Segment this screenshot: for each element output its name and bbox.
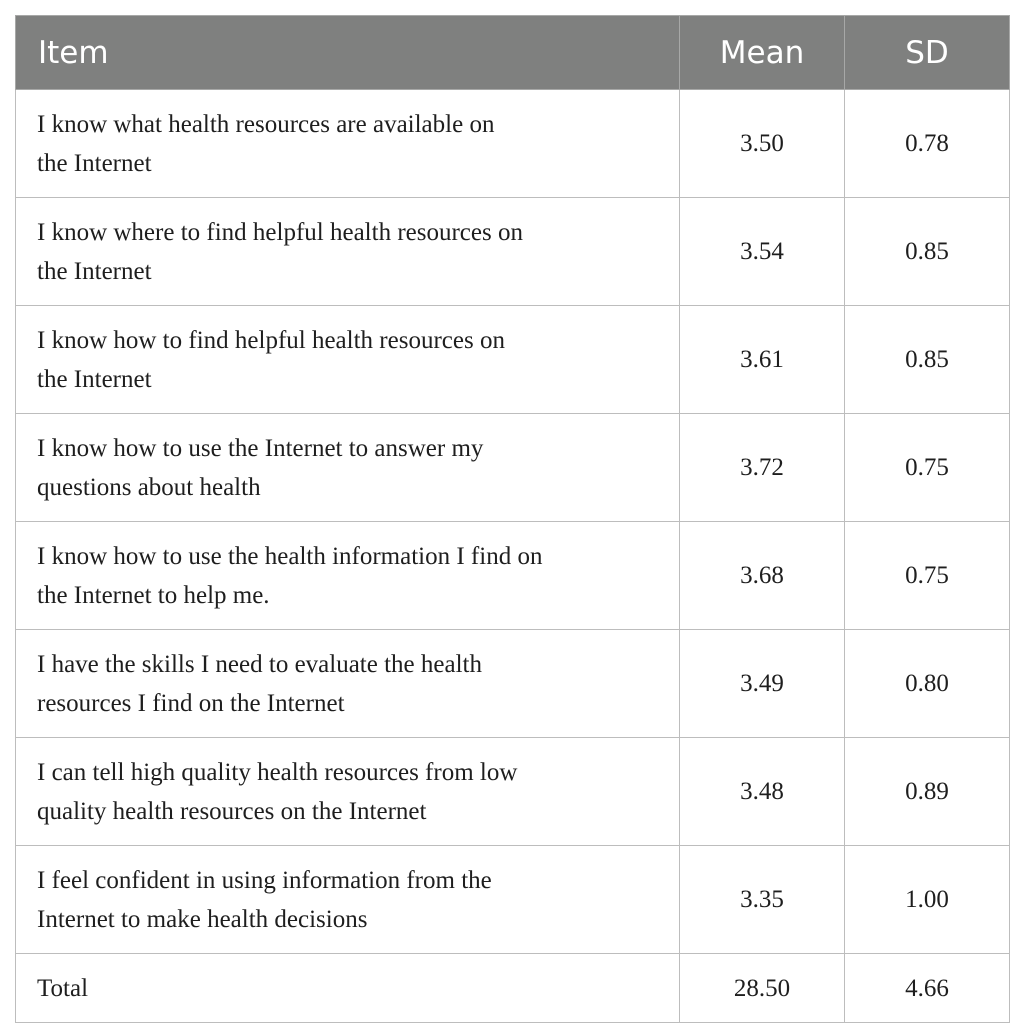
- item-text-line1: I know how to use the health information I find on: [37, 542, 543, 570]
- item-cell: [16, 306, 680, 414]
- item-text-line2: questions about health: [37, 473, 261, 501]
- sd-cell: 0.80: [845, 630, 1010, 738]
- item-cell: [16, 846, 680, 954]
- item-text-line1: I feel confident in using information from the: [37, 866, 492, 894]
- mean-cell: 3.54: [680, 198, 845, 306]
- item-text-line1: I know where to find helpful health resources on: [37, 218, 523, 246]
- table-row: [16, 630, 1010, 738]
- ehealth-literacy-table: [15, 15, 1010, 1023]
- item-text-line1: I know what health resources are available on: [37, 110, 495, 138]
- item-text-line1: I can tell high quality health resources from low: [37, 758, 518, 786]
- table-row: [16, 846, 1010, 954]
- total-sd-cell: 4.66: [845, 954, 1010, 1023]
- item-text-line2: the Internet: [37, 257, 152, 285]
- sd-cell: 1.00: [845, 846, 1010, 954]
- mean-cell: 3.61: [680, 306, 845, 414]
- item-text-line2: the Internet: [37, 149, 152, 177]
- table-header: [16, 16, 1010, 90]
- table-row: [16, 738, 1010, 846]
- total-mean-cell: 28.50: [680, 954, 845, 1023]
- item-cell: [16, 630, 680, 738]
- sd-cell: 0.89: [845, 738, 1010, 846]
- table-row: [16, 414, 1010, 522]
- table-row: [16, 90, 1010, 198]
- mean-cell: 3.50: [680, 90, 845, 198]
- mean-cell: 3.68: [680, 522, 845, 630]
- table-row: [16, 306, 1010, 414]
- mean-cell: 3.72: [680, 414, 845, 522]
- header-row: [16, 16, 1010, 90]
- header-item: Item: [16, 16, 680, 90]
- item-cell: [16, 738, 680, 846]
- data-table-container: [15, 15, 1009, 1023]
- sd-cell: 0.75: [845, 414, 1010, 522]
- item-cell: [16, 198, 680, 306]
- table-body: [16, 90, 1010, 1023]
- sd-cell: 0.85: [845, 198, 1010, 306]
- item-cell: [16, 90, 680, 198]
- item-text-line1: I have the skills I need to evaluate the health: [37, 650, 482, 678]
- item-text-line2: resources I find on the Internet: [37, 689, 345, 717]
- item-text-line2: the Internet to help me.: [37, 581, 270, 609]
- sd-cell: 0.75: [845, 522, 1010, 630]
- item-text-line2: quality health resources on the Internet: [37, 797, 427, 825]
- mean-cell: 3.35: [680, 846, 845, 954]
- table-row: [16, 522, 1010, 630]
- total-row: [16, 954, 1010, 1023]
- sd-cell: 0.78: [845, 90, 1010, 198]
- header-mean: Mean: [680, 16, 845, 90]
- sd-cell: 0.85: [845, 306, 1010, 414]
- item-cell: [16, 522, 680, 630]
- mean-cell: 3.49: [680, 630, 845, 738]
- item-text-line1: I know how to find helpful health resources on: [37, 326, 505, 354]
- table-row: [16, 198, 1010, 306]
- header-sd: SD: [845, 16, 1010, 90]
- item-text-line1: I know how to use the Internet to answer my: [37, 434, 484, 462]
- item-text-line2: Internet to make health decisions: [37, 905, 368, 933]
- item-text-line2: the Internet: [37, 365, 152, 393]
- total-label-cell: Total: [16, 954, 680, 1023]
- item-cell: [16, 414, 680, 522]
- mean-cell: 3.48: [680, 738, 845, 846]
